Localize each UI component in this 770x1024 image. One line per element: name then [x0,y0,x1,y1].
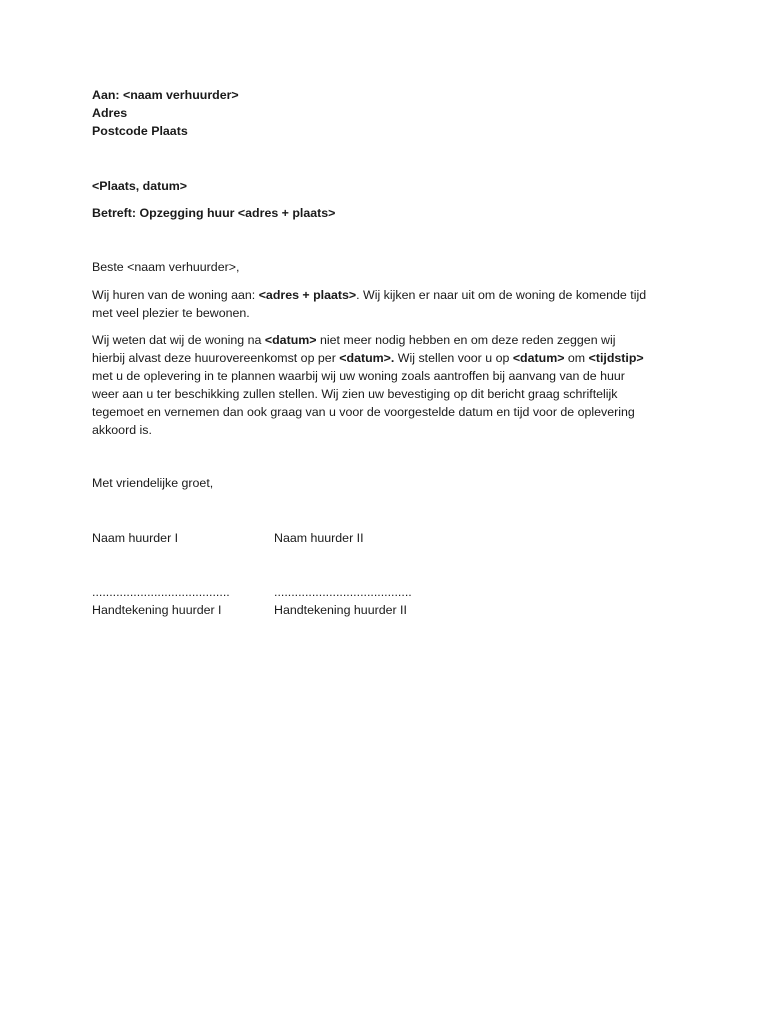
tenant-1-name: Naam huurder I [92,531,179,545]
paragraph-1-line-1: Wij huren van de woning aan: <adres + plaats>. Wij kijken er naar uit om de woning de komende tijd [92,288,647,302]
paragraph-2-line-6: akkoord is. [92,423,152,437]
paragraph-1 [92,286,646,322]
closing: Met vriendelijke groet, [92,476,214,490]
tenant-1-signature-line: ........................................ [92,585,230,599]
tenant-2-signature-line: ........................................ [274,585,412,599]
tenant-2-signature-label: Handtekening huurder II [274,603,407,617]
recipient-address: Adres [92,106,128,120]
tenant-1-signature-label: Handtekening huurder I [92,603,222,617]
tenant-2-name: Naam huurder II [274,531,364,545]
recipient-postcode-city: Postcode Plaats [92,124,188,138]
recipient-name: Aan: <naam verhuurder> [92,88,239,102]
paragraph-2 [92,331,644,439]
paragraph-2-line-3: met u de oplevering in te plannen waarbij wij uw woning zoals aantroffen bij aanvang van de huur [92,369,625,383]
paragraph-2-line-1: Wij weten dat wij de woning na <datum> niet meer nodig hebben en om deze reden zeggen wij [92,333,616,347]
subject-line: Betreft: Opzegging huur <adres + plaats> [92,206,336,220]
salutation: Beste <naam verhuurder>, [92,260,240,274]
place-date: <Plaats, datum> [92,179,188,193]
paragraph-2-line-2: hierbij alvast deze huurovereenkomst op per <datum>. Wij stellen voor u op <datum> om <tijdstip> [92,351,644,365]
paragraph-2-line-4: weer aan u ter beschikking zullen stellen. Wij zien uw bevestiging op dit bericht graag schriftelijk [92,387,618,401]
paragraph-1-line-2: met veel plezier te bewonen. [92,306,250,320]
paragraph-2-line-5: tegemoet en vernemen dan ook graag van u voor de voorgestelde datum en tijd voor de oplevering [92,405,635,419]
